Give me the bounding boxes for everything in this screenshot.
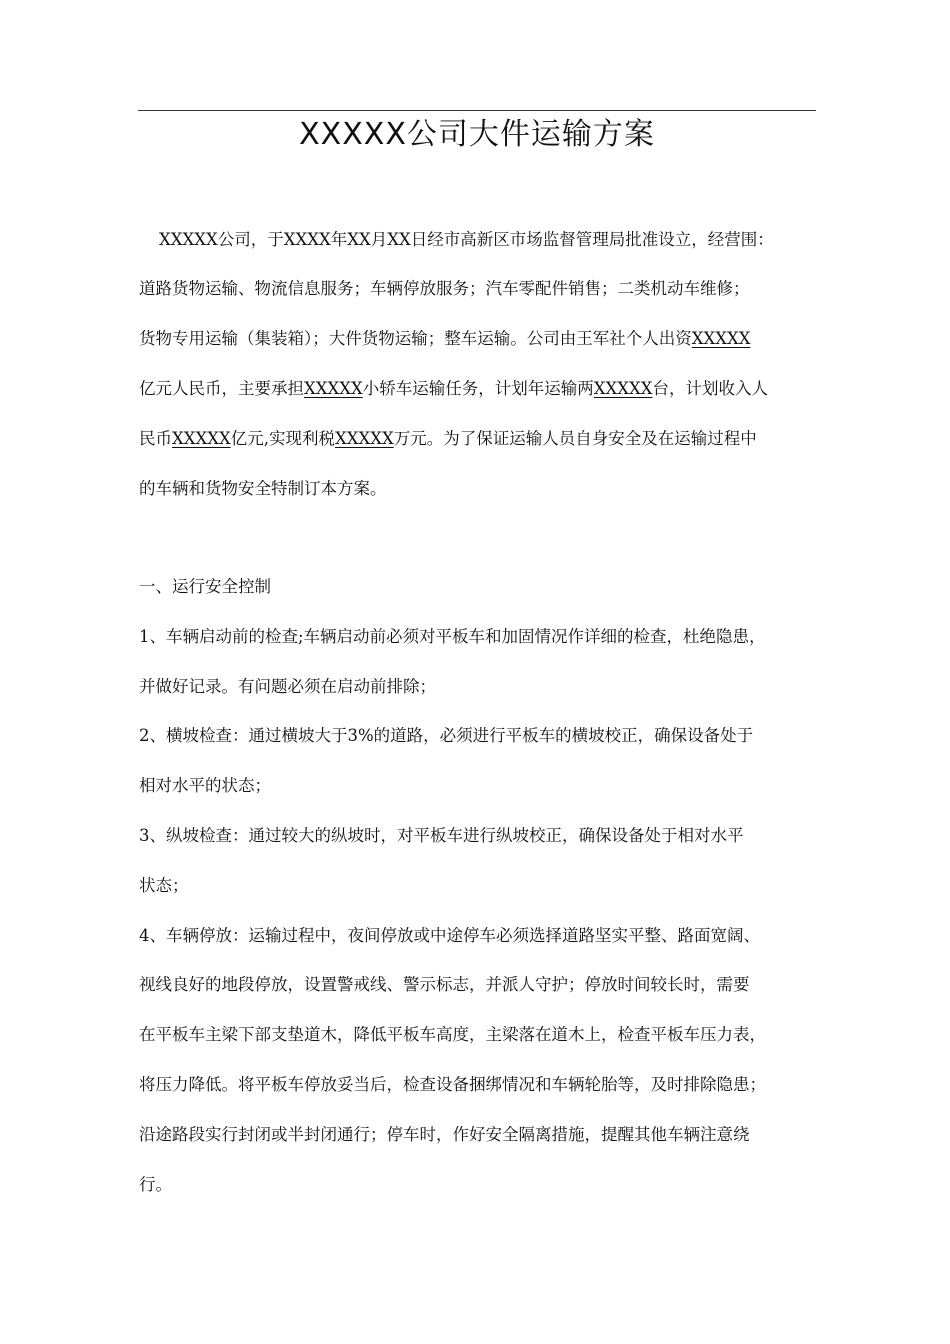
- intro-line-1: XXXXX公司，于XXXX年XX月XX日经市高新区市场监督管理局批准设立，经营围：: [159, 230, 774, 249]
- intro-line-3: [139, 328, 819, 350]
- item-4-line-4: 将压力降低。将平板车停放妥当后，检查设备捆绑情况和车辆轮胎等，及时排除隐患；: [139, 1075, 766, 1094]
- intro-line-5-text-c: 万元。为了保证运输人员自身安全及在运输过程中: [393, 429, 757, 448]
- item-2-line-1: 2、横坡检查：通过横坡大于3%的道路，必须进行平板车的横坡校正，确保设备处于: [139, 726, 754, 745]
- annual-units-blank: XXXXX: [593, 379, 653, 398]
- intro-line-5-text-a: 民币: [139, 429, 172, 448]
- intro-line-2: 道路货物运输、物流信息服务；车辆停放服务；汽车零配件销售；二类机动车维修；: [139, 279, 750, 298]
- intro-line-5-text-b: 亿元,实现利税: [230, 429, 335, 448]
- intro-line-6: 的车辆和货物安全特制订本方案。: [139, 479, 387, 498]
- item-4-line-6: 行。: [139, 1175, 172, 1194]
- intro-line-4: [139, 378, 819, 400]
- investment-amount-blank: XXXXX: [691, 329, 751, 348]
- header-rule: [138, 110, 816, 111]
- item-2-line-2: 相对水平的状态；: [139, 776, 271, 795]
- section-heading: 一、运行安全控制: [139, 577, 271, 596]
- intro-line-3-text: 货物专用运输（集装箱）；大件货物运输；整车运输。公司由王军社个人出资: [139, 329, 692, 348]
- intro-line-4-text-c: 台，计划收入人: [652, 379, 768, 398]
- item-4-line-2: 视线良好的地段停放，设置警戒线、警示标志，并派人守护；停放时间较长时，需要: [139, 975, 750, 994]
- item-1-line-2: 并做好记录。有问题必须在启动前排除；: [139, 677, 436, 696]
- profit-tax-blank: XXXXX: [334, 429, 394, 448]
- intro-line-4-text-b: 小轿车运输任务，计划年运输两: [362, 379, 594, 398]
- document-title: XXXXX公司大件运输方案: [299, 117, 655, 152]
- item-3-line-2: 状态；: [139, 876, 189, 895]
- item-4-line-5: 沿途路段实行封闭或半封闭通行；停车时，作好安全隔离措施，提醒其他车辆注意绕: [139, 1125, 750, 1144]
- intro-line-5: [139, 428, 819, 450]
- item-4-line-3: 在平板车主梁下部支垫道木，降低平板车高度，主梁落在道木上，检查平板车压力表，: [139, 1025, 766, 1044]
- item-4-line-1: 4、车辆停放：运输过程中，夜间停放或中途停车必须选择道路坚实平整、路面宽阔、: [139, 926, 760, 945]
- intro-line-4-text-a: 亿元人民币，主要承担: [139, 379, 304, 398]
- revenue-blank: XXXXX: [172, 429, 231, 448]
- item-3-line-1: 3、纵坡检查：通过较大的纵坡时，对平板车进行纵坡校正，确保设备处于相对水平: [139, 826, 744, 845]
- item-1-line-1: 1、车辆启动前的检查;车辆启动前必须对平板车和加固情况作详细的检查，杜绝隐患，: [139, 627, 766, 646]
- car-type-blank: XXXXX: [304, 379, 363, 398]
